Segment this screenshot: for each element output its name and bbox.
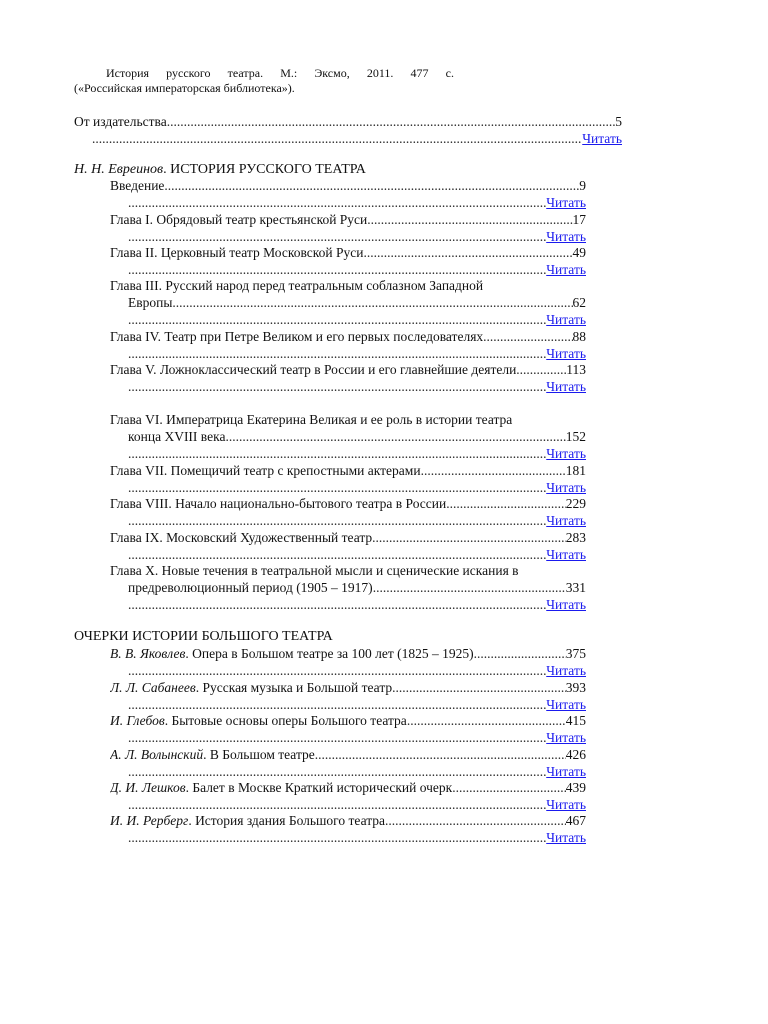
toc-entry-chapter — [110, 177, 586, 194]
toc-entry-chapter — [110, 495, 586, 512]
dot-leader — [167, 113, 616, 130]
read-link[interactable]: Читать — [546, 262, 586, 277]
chapter-title: Глава IV. Театр при Петре Великом и его первых последователях — [110, 329, 484, 344]
toc-entry-publisher — [74, 113, 622, 130]
chapter-title: Глава III. Русский народ перед театральным соблазном Западной — [110, 278, 484, 293]
toc-entry-chapter — [110, 529, 586, 546]
dot-leader — [128, 345, 546, 362]
toc-entry-chapter — [128, 579, 586, 596]
dot-leader — [128, 194, 546, 211]
read-link[interactable]: Читать — [546, 547, 586, 562]
dot-leader — [128, 445, 546, 462]
toc-entry-essay — [110, 645, 586, 662]
essay-entry-text — [110, 645, 474, 662]
read-row — [92, 130, 622, 147]
dot-leader — [483, 328, 572, 345]
dot-leader — [367, 211, 572, 228]
chapter-title: Европы — [128, 295, 173, 310]
bibliographic-line: История русского театра. М.: Эксмо, 2011. 477 с. — [106, 66, 454, 80]
read-row — [128, 829, 586, 846]
dot-leader — [128, 546, 546, 563]
essay-title: В Большом театре — [209, 747, 315, 762]
dot-leader — [128, 261, 546, 278]
page-number: 17 — [572, 212, 586, 227]
toc-entry-chapter — [110, 361, 586, 378]
read-link[interactable]: Читать — [546, 480, 586, 495]
read-link[interactable]: Читать — [546, 195, 586, 210]
dot-leader — [452, 779, 566, 796]
author-separator: . — [185, 646, 193, 661]
dot-leader — [92, 130, 582, 147]
author-separator: . — [185, 780, 193, 795]
read-row — [128, 696, 586, 713]
essay-author: И. Глебов — [110, 713, 165, 728]
page-number: 5 — [615, 114, 622, 129]
read-link[interactable]: Читать — [546, 346, 586, 361]
essay-author: Л. Л. Сабанеев — [110, 680, 196, 695]
read-row — [128, 512, 586, 529]
page-number: 283 — [565, 530, 586, 545]
read-row — [128, 546, 586, 563]
essay-author: Д. И. Лешков — [110, 780, 186, 795]
dot-leader — [407, 712, 566, 729]
read-link[interactable]: Читать — [546, 312, 586, 327]
read-row — [128, 228, 586, 245]
read-row — [128, 729, 586, 746]
dot-leader — [474, 645, 566, 662]
section-heading-bolshoi — [74, 628, 333, 645]
essay-title: Бытовые основы оперы Большого театра — [171, 713, 407, 728]
chapter-title: Глава II. Церковный театр Московской Руси — [110, 245, 364, 260]
read-link[interactable]: Читать — [546, 229, 586, 244]
essay-entry-text — [110, 746, 315, 763]
author-separator: . — [188, 813, 196, 828]
dot-leader — [392, 679, 566, 696]
page-number: 113 — [566, 362, 586, 377]
dot-leader — [128, 378, 546, 395]
dot-leader — [128, 763, 546, 780]
toc-entry-chapter — [110, 328, 586, 345]
chapter-title: Глава VI. Императрица Екатерина Великая и ее роль в истории театра — [110, 412, 513, 427]
section-title: ИСТОРИЯ РУССКОГО ТЕАТРА — [170, 162, 366, 177]
chapter-title: предреволюционный период (1905 – 1917) — [128, 580, 373, 595]
chapter-title-line — [110, 562, 586, 579]
dot-leader — [128, 796, 546, 813]
chapter-title: Глава V. Ложноклассический театр в России и его главнейшие деятели — [110, 362, 517, 377]
essay-entry-text — [110, 712, 407, 729]
toc-entry-essay — [110, 746, 586, 763]
read-row — [128, 194, 586, 211]
dot-leader — [128, 512, 546, 529]
chapter-title-line — [110, 277, 586, 294]
dot-leader — [421, 462, 566, 479]
read-link[interactable]: Читать — [546, 830, 586, 845]
page-number: 393 — [565, 680, 586, 695]
read-row — [128, 445, 586, 462]
read-row — [128, 261, 586, 278]
dot-leader — [385, 812, 566, 829]
page-number: 9 — [579, 178, 586, 193]
read-link[interactable]: Читать — [546, 764, 586, 779]
bibliographic-record — [74, 66, 454, 96]
page-number: 229 — [565, 496, 586, 511]
page-number: 62 — [572, 295, 586, 310]
chapter-title: конца XVIII века — [128, 429, 226, 444]
chapter-title-line — [110, 411, 586, 428]
dot-leader — [373, 579, 566, 596]
dot-leader — [128, 662, 546, 679]
dot-leader — [172, 294, 572, 311]
dot-leader — [128, 829, 546, 846]
page-number: 375 — [565, 646, 586, 661]
read-row — [128, 662, 586, 679]
dot-leader — [128, 696, 546, 713]
dot-leader — [128, 596, 546, 613]
chapter-title: Глава IX. Московский Художественный театр — [110, 530, 373, 545]
read-link[interactable]: Читать — [546, 730, 586, 745]
toc-entry-essay — [110, 679, 586, 696]
page-number: 152 — [565, 429, 586, 444]
page-number: 426 — [565, 747, 586, 762]
read-link[interactable]: Читать — [546, 513, 586, 528]
page-number: 467 — [565, 813, 586, 828]
chapter-title: Глава VII. Помещичий театр с крепостными актерами — [110, 463, 421, 478]
essay-title: История здания Большого театра — [195, 813, 386, 828]
page-number: 331 — [565, 580, 586, 595]
dot-leader — [225, 428, 565, 445]
page-number: 181 — [565, 463, 586, 478]
toc-entry-chapter — [110, 462, 586, 479]
dot-leader — [446, 495, 566, 512]
section-heading-evreinov — [74, 161, 366, 178]
toc-entry-chapter — [128, 294, 586, 311]
essay-title: Опера в Большом театре за 100 лет (1825 – 1925) — [192, 646, 474, 661]
read-row — [128, 479, 586, 496]
page-number: 415 — [565, 713, 586, 728]
toc-entry-chapter — [128, 428, 586, 445]
essay-author: В. В. Яковлев — [110, 646, 186, 661]
essay-entry-text — [110, 779, 452, 796]
essay-author: А. Л. Волынский — [110, 747, 204, 762]
toc-entry-essay — [110, 712, 586, 729]
toc-entry-chapter — [110, 244, 586, 261]
essay-title: Русская музыка и Большой театр — [202, 680, 393, 695]
read-row — [128, 796, 586, 813]
author-separator: . — [203, 747, 210, 762]
dot-leader — [128, 228, 546, 245]
read-link[interactable]: Читать — [546, 379, 586, 394]
chapter-title: Глава I. Обрядовый театр крестьянской Руси — [110, 212, 368, 227]
read-row — [128, 763, 586, 780]
read-link[interactable]: Читать — [546, 597, 586, 612]
toc-entry-essay — [110, 779, 586, 796]
author-separator: . — [163, 162, 171, 177]
page-number: 49 — [572, 245, 586, 260]
read-link[interactable]: Читать — [546, 446, 586, 461]
toc-entry-title: От издательства — [74, 114, 167, 129]
read-row — [128, 378, 586, 395]
dot-leader — [516, 361, 566, 378]
chapter-title: Глава VIII. Начало национально-бытового театра в России — [110, 496, 447, 511]
dot-leader — [128, 479, 546, 496]
section-author: Н. Н. Евреинов — [74, 162, 164, 177]
author-separator: . — [195, 680, 203, 695]
dot-leader — [164, 177, 579, 194]
essay-author: И. И. Рерберг — [110, 813, 189, 828]
read-row — [128, 345, 586, 362]
toc-entry-essay — [110, 812, 586, 829]
read-link[interactable]: Читать — [546, 797, 586, 812]
page-number: 88 — [572, 329, 586, 344]
chapter-title: Глава X. Новые течения в театральной мысли и сценические искания в — [110, 563, 519, 578]
dot-leader — [128, 311, 546, 328]
read-link[interactable]: Читать — [546, 697, 586, 712]
dot-leader — [363, 244, 572, 261]
dot-leader — [372, 529, 566, 546]
toc-entry-chapter — [110, 211, 586, 228]
page-number: 439 — [565, 780, 586, 795]
read-link[interactable]: Читать — [582, 131, 622, 146]
dot-leader — [128, 729, 546, 746]
chapter-title: Введение — [110, 178, 165, 193]
dot-leader — [315, 746, 566, 763]
essay-entry-text — [110, 812, 385, 829]
series-line: («Российская императорская библиотека»). — [74, 81, 295, 95]
section-title: ОЧЕРКИ ИСТОРИИ БОЛЬШОГО ТЕАТРА — [74, 629, 333, 644]
read-row — [128, 596, 586, 613]
essay-entry-text — [110, 679, 392, 696]
essay-title: Балет в Москве Краткий исторический очерк — [192, 780, 453, 795]
author-separator: . — [164, 713, 172, 728]
read-row — [128, 311, 586, 328]
read-link[interactable]: Читать — [546, 663, 586, 678]
